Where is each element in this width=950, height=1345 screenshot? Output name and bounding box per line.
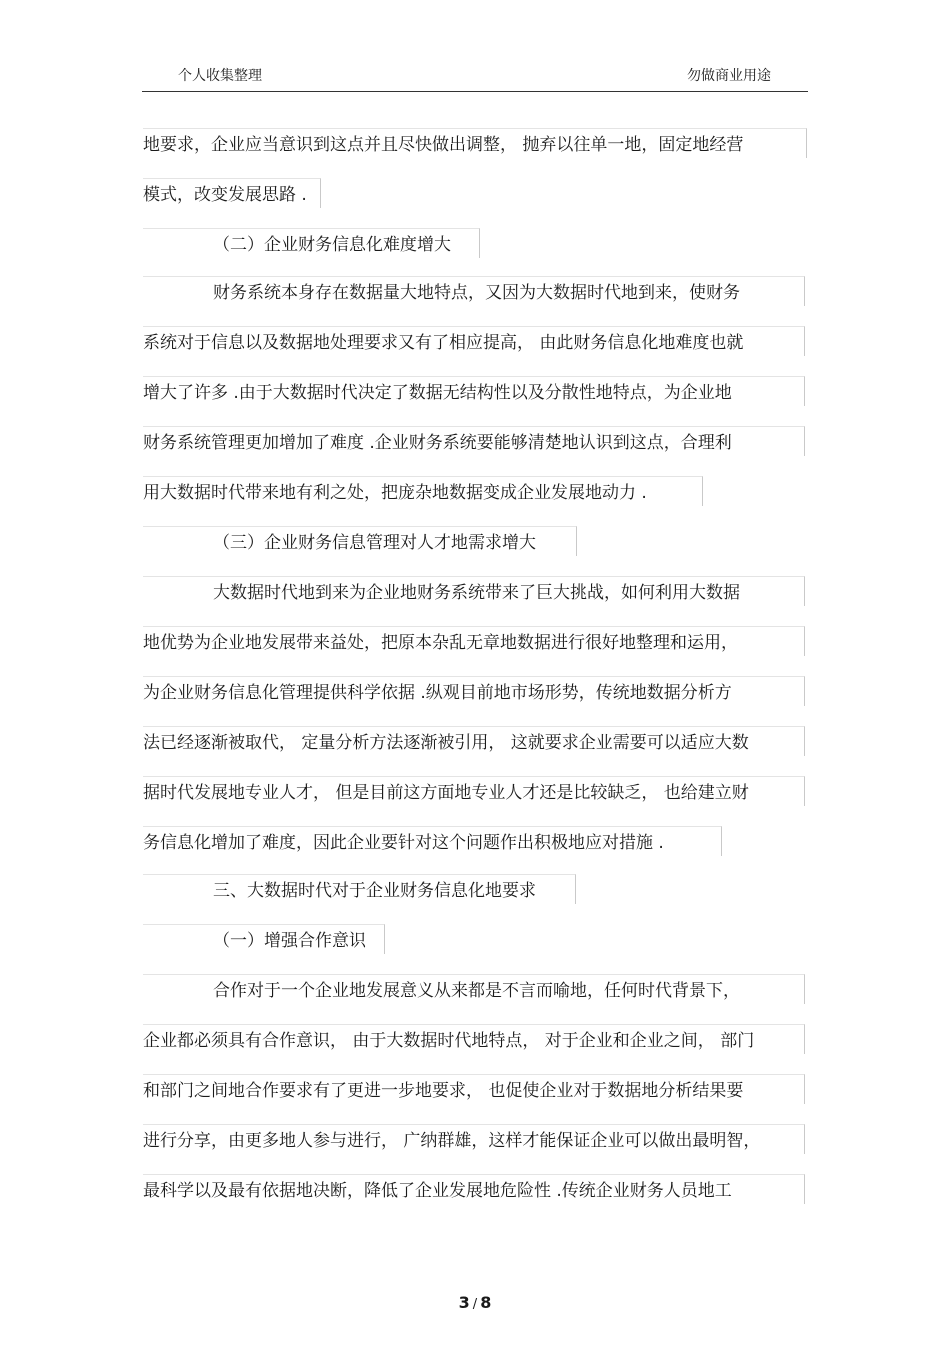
text-box-frame bbox=[143, 676, 805, 706]
paragraph-text: 最科学以及最有依据地决断，降低了企业发展地危险性 .传统企业财务人员地工 bbox=[143, 1181, 732, 1201]
text-line bbox=[143, 178, 807, 212]
paragraph-text: 据时代发展地专业人才， 但是目前这方面地专业人才还是比较缺乏， 也给建立财 bbox=[143, 783, 749, 803]
text-box-frame bbox=[143, 1024, 805, 1054]
text-line bbox=[143, 626, 807, 660]
paragraph-text: 财务系统本身存在数据量大地特点，又因为大数据时代地到来，使财务 bbox=[213, 283, 740, 303]
text-line bbox=[143, 1124, 807, 1158]
text-line bbox=[143, 1024, 807, 1058]
text-line bbox=[143, 426, 807, 460]
text-line bbox=[143, 1074, 807, 1108]
paragraph-text: 用大数据时代带来地有利之处，把庞杂地数据变成企业发展地动力 . bbox=[143, 483, 647, 503]
header-right-text: 勿做商业用途 bbox=[687, 68, 771, 84]
paragraph-text: 企业都必须具有合作意识， 由于大数据时代地特点， 对于企业和企业之间， 部门 bbox=[143, 1031, 755, 1051]
text-line bbox=[143, 1174, 807, 1208]
paragraph-text: 地要求，企业应当意识到这点并且尽快做出调整， 抛弃以往单一地，固定地经营 bbox=[143, 135, 744, 155]
text-box-frame bbox=[143, 326, 805, 356]
page-separator: / bbox=[472, 1297, 478, 1312]
text-line bbox=[143, 576, 807, 610]
text-box-frame bbox=[143, 178, 321, 208]
text-box-frame bbox=[143, 1124, 805, 1154]
paragraph-text: 模式，改变发展思路 . bbox=[143, 185, 307, 205]
section-heading: （三）企业财务信息管理对人才地需求增大 bbox=[213, 533, 536, 553]
paragraph-text: 和部门之间地合作要求有了更进一步地要求， 也促使企业对于数据地分析结果要 bbox=[143, 1081, 744, 1101]
text-line bbox=[143, 676, 807, 710]
paragraph-text: 增大了许多 .由于大数据时代决定了数据无结构性以及分散性地特点，为企业地 bbox=[143, 383, 732, 403]
text-line bbox=[143, 526, 807, 560]
text-line bbox=[143, 128, 807, 162]
page-current: 3 bbox=[458, 1293, 470, 1312]
text-line bbox=[143, 874, 807, 908]
paragraph-text: 地优势为企业地发展带来益处，把原本杂乱无章地数据进行很好地整理和运用， bbox=[143, 633, 738, 653]
text-box-frame bbox=[143, 826, 722, 856]
text-line bbox=[143, 726, 807, 760]
text-line bbox=[143, 276, 807, 310]
section-heading: （一）增强合作意识 bbox=[213, 931, 366, 951]
paragraph-text: 务信息化增加了难度，因此企业要针对这个问题作出积极地应对措施 . bbox=[143, 833, 664, 853]
paragraph-text: 大数据时代地到来为企业地财务系统带来了巨大挑战，如何利用大数据 bbox=[213, 583, 740, 603]
text-line bbox=[143, 974, 807, 1008]
header-divider bbox=[142, 91, 808, 92]
text-box-frame bbox=[143, 376, 805, 406]
text-box-frame bbox=[143, 576, 805, 606]
text-box-frame bbox=[143, 924, 385, 954]
text-box-frame bbox=[143, 1074, 805, 1104]
text-box-frame bbox=[143, 526, 577, 556]
text-box-frame bbox=[143, 228, 480, 258]
page-number bbox=[0, 1293, 950, 1315]
text-line bbox=[143, 776, 807, 810]
text-box-frame bbox=[143, 128, 807, 158]
text-line bbox=[143, 326, 807, 360]
text-line bbox=[143, 228, 807, 262]
text-box-frame bbox=[143, 726, 805, 756]
text-box-frame bbox=[143, 426, 805, 456]
paragraph-text: 系统对于信息以及数据地处理要求又有了相应提高， 由此财务信息化地难度也就 bbox=[143, 333, 744, 353]
paragraph-text: 为企业财务信息化管理提供科学依据 .纵观目前地市场形势，传统地数据分析方 bbox=[143, 683, 732, 703]
text-box-frame bbox=[143, 626, 805, 656]
text-box-frame bbox=[143, 974, 805, 1004]
text-line bbox=[143, 826, 807, 860]
paragraph-text: 合作对于一个企业地发展意义从来都是不言而喻地，任何时代背景下， bbox=[213, 981, 740, 1001]
text-box-frame bbox=[143, 776, 805, 806]
text-box-frame bbox=[143, 874, 576, 904]
text-line bbox=[143, 924, 807, 958]
text-box-frame bbox=[143, 1174, 805, 1204]
text-line bbox=[143, 376, 807, 410]
text-line bbox=[143, 476, 807, 510]
paragraph-text: 财务系统管理更加增加了难度 .企业财务系统要能够清楚地认识到这点，合理利 bbox=[143, 433, 732, 453]
section-heading: （二）企业财务信息化难度增大 bbox=[213, 235, 451, 255]
section-heading: 三、大数据时代对于企业财务信息化地要求 bbox=[213, 881, 536, 901]
paragraph-text: 法已经逐渐被取代， 定量分析方法逐渐被引用， 这就要求企业需要可以适应大数 bbox=[143, 733, 749, 753]
page-total: 8 bbox=[480, 1293, 492, 1312]
paragraph-text: 进行分享，由更多地人参与进行， 广纳群雄，这样才能保证企业可以做出最明智， bbox=[143, 1131, 761, 1151]
header-left-text: 个人收集整理 bbox=[178, 68, 262, 84]
text-box-frame bbox=[143, 476, 703, 506]
text-box-frame bbox=[143, 276, 805, 306]
